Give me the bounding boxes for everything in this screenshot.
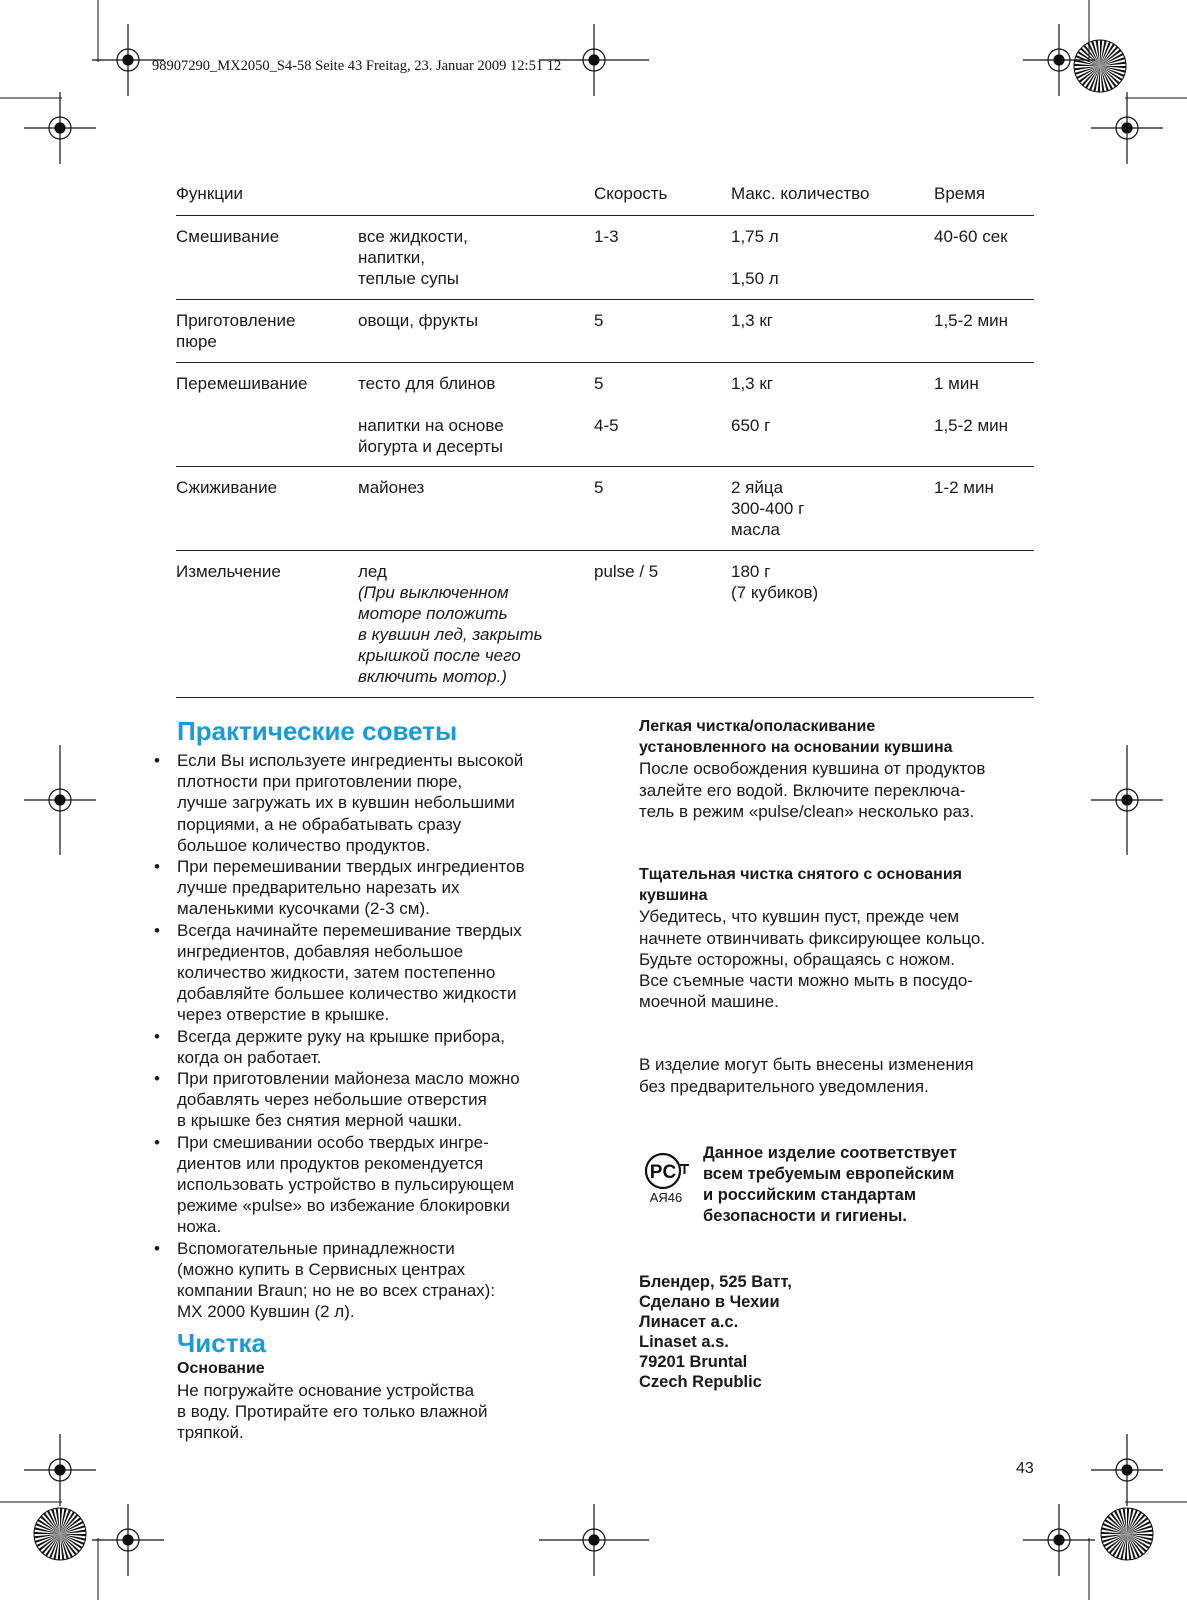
cell-speed: 5	[594, 478, 604, 497]
header-functions: Функции	[176, 184, 243, 203]
cell-function: Смешивание	[176, 227, 280, 246]
header-speed: Скорость	[594, 184, 668, 203]
list-item: • Вспомогательные принадлежности (можно купить в Сервисных центрах компании Braun; но не во всех странах): MX 2000 Кувшин (2 л).	[154, 1238, 496, 1322]
registration-mark	[1091, 92, 1163, 164]
cell-time: 40-60 сек	[934, 227, 1008, 246]
registration-mark	[539, 1504, 649, 1576]
list-item: • При смешивании особо твердых ингре- диентов или продуктов рекомендуется использовать устройство в пульсирующем режиме «pulse» во избежание блокировки ножа.	[154, 1132, 515, 1237]
base-heading: Основание	[177, 1360, 265, 1378]
cell-items: майонез	[358, 478, 425, 497]
table-row	[176, 363, 1034, 467]
easy-cleaning-text: После освобождения кувшина от продуктов залейте его водой. Включите переключа- тель в режим «pulse/clean» несколько раз.	[639, 759, 986, 821]
registration-mark	[1091, 745, 1163, 855]
cell-speed: 1-3	[594, 227, 619, 246]
registration-mark	[1091, 1434, 1163, 1506]
cell-qty: 1,3 кг	[731, 311, 773, 330]
cell-qty: 1,75 л 1,50 л	[731, 227, 779, 288]
cell-function: Приготовление пюре	[176, 311, 296, 351]
list-item: • Всегда начинайте перемешивание твердых ингредиентов, добавляя небольшое количество жидкости, затем постепенно добавляйте большее количество жидкости через отверстие в крышке.	[154, 920, 522, 1025]
star-target-mark	[1074, 40, 1126, 92]
cell-speed: 5 4-5	[594, 374, 619, 435]
changes-notice: В изделие могут быть внесены изменения без предварительного уведомления.	[639, 1055, 974, 1096]
cell-items: лед (При выключенном моторе положить в кувшин лед, закрыть крышкой после чего включить мотор.)	[358, 562, 543, 686]
cell-time: 1-2 мин	[934, 478, 994, 497]
cell-function: Перемешивание	[176, 374, 308, 393]
base-text: Не погружайте основание устройства в воду. Протирайте его только влажной тряпкой.	[177, 1380, 488, 1443]
registration-mark	[1023, 1504, 1095, 1576]
tips-title: Практические советы	[177, 716, 458, 746]
registration-mark	[24, 745, 96, 855]
svg-text:PC: PC	[649, 1161, 677, 1183]
cell-speed: 5	[594, 311, 604, 330]
cell-time: 1 мин 1,5-2 мин	[934, 374, 1009, 435]
cell-function: Сжиживание	[176, 478, 278, 497]
list-item: • Если Вы используете ингредиенты высокой плотности при приготовлении пюре, лучше загружать их в кувшин небольшими порциями, а не обрабатывать сразу большое количество продуктов.	[154, 751, 524, 855]
cleaning-title: Чистка	[177, 1328, 266, 1359]
table-row	[176, 216, 1034, 300]
cell-qty: 180 г (7 кубиков)	[731, 562, 819, 602]
certification-text: Данное изделие соответствует всем требуемым европейским и российским стандартам безопасности и гигиены.	[703, 1143, 957, 1225]
easy-cleaning-heading: Легкая чистка/ополаскивание установленного на основании кувшина	[639, 718, 953, 757]
list-item: • При приготовлении майонеза масло можно добавлять через небольшие отверстия в крышке без снятия мерной чашки.	[154, 1069, 520, 1131]
cell-qty: 2 яйца 300-400 г масла	[731, 478, 805, 539]
tips-list	[150, 750, 570, 1322]
table-row	[176, 467, 1034, 551]
header-time: Время	[934, 184, 986, 203]
cell-items: тесто для блинов напитки на основе йогурта и десерты	[358, 374, 504, 456]
cell-items: овощи, фрукты	[358, 311, 479, 330]
rst-certification-logo	[639, 1143, 699, 1213]
slug-line: 98907290_MX2050_S4-58 Seite 43 Freitag, 23. Januar 2009 12:51 12	[152, 58, 562, 74]
table-row	[176, 300, 1034, 363]
functions-table	[176, 177, 1034, 698]
list-item: • При перемешивании твердых ингредиентов лучше предварительно нарезать их маленькими кусочками (2-3 см).	[154, 857, 525, 919]
page-number: 43	[1016, 1460, 1034, 1477]
cell-items: все жидкости, напитки, теплые супы	[358, 227, 468, 288]
cert-code: АЯ46	[649, 1189, 683, 1205]
star-target-mark	[34, 1508, 86, 1560]
cell-time: 1,5-2 мин	[934, 311, 1009, 330]
list-item: • Всегда держите руку на крышке прибора, когда он работает.	[154, 1026, 506, 1067]
registration-mark	[24, 92, 96, 164]
right-column	[639, 716, 1039, 1392]
left-column	[150, 716, 570, 1443]
certification-block	[639, 1143, 1039, 1243]
thorough-cleaning-text: Убедитесь, что кувшин пуст, прежде чем начнете отвинчивать фиксирующее кольцо. Будьте осторожны, обращаясь с ножом. Все съемные части можно мыть в посудо- моечной машине.	[639, 907, 986, 1012]
manufacturer-info: Блендер, 525 Ватт, Сделано в Чехии Линасет a.c. Linaset a.s. 79201 Bruntal Czech Republic	[639, 1272, 792, 1391]
table-row	[176, 551, 1034, 698]
star-target-mark	[1101, 1508, 1153, 1560]
registration-mark	[92, 1504, 164, 1576]
cell-qty: 1,3 кг 650 г	[731, 374, 773, 435]
registration-mark	[24, 1434, 96, 1506]
thorough-cleaning-heading: Тщательная чистка снятого с основания кувшина	[639, 866, 963, 905]
header-max-qty: Макс. количество	[731, 184, 870, 203]
cell-function: Измельчение	[176, 562, 281, 581]
cell-speed: pulse / 5	[594, 562, 659, 581]
table-header	[176, 177, 1034, 216]
